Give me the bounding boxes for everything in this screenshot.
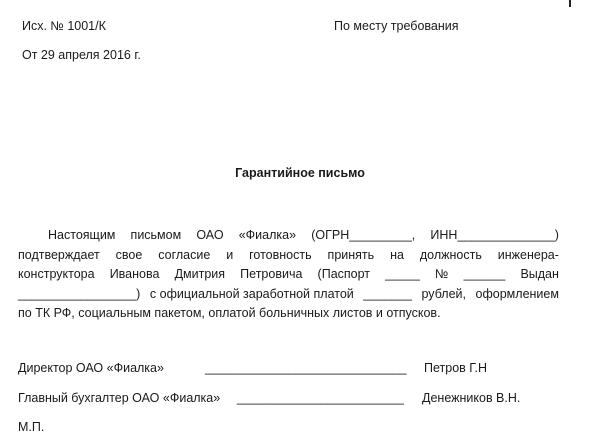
word: согласие [158,247,211,262]
word: письмом [130,228,182,242]
body-line-2 [18,246,559,266]
letter-body [18,226,559,324]
word: Петровича [240,267,303,281]
body-line-1 [18,226,559,246]
signatory-position: Директор ОАО «Фиалка» [18,361,164,375]
text: по ТК РФ, социальным пакетом, оплатой больничных листов и отпусков. [18,306,441,320]
word: оформлением [475,286,559,301]
company-name: «Фиалка» [238,228,297,242]
salary-blank: _______ [363,286,412,301]
signature-line: ________________________ [237,391,404,405]
body-line-3 [18,265,559,285]
ogrn-blank: (ОГРН_________, [311,228,416,242]
word: на [390,247,404,262]
document-title: Гарантийное письмо [235,166,365,180]
word: (Паспорт [317,267,371,281]
word: инженера- [497,247,559,262]
body-line-5 [18,304,559,324]
word: Иванова [109,267,160,281]
signatory-name: Денежников В.Н. [422,391,521,405]
word: Настоящим [48,228,116,242]
word: ОАО [196,228,224,242]
text-cursor-mark [569,0,571,7]
passport-series-blank: _____ [385,267,420,281]
word: Дмитрия [174,267,226,281]
word: готовность [249,247,312,262]
inn-blank: ИНН______________) [430,228,559,242]
word: рублей, [421,286,467,301]
body-line-4 [18,285,559,305]
word: и [226,247,234,262]
word: конструктора [18,267,95,281]
word: № [435,267,449,281]
outgoing-reference: Исх. № 1001/К [22,19,106,33]
passport-number-blank: ______ [463,267,506,281]
word: Выдан [520,267,559,281]
word: подтверждает [18,247,100,262]
signature-line: _____________________________ [205,361,407,375]
signatory-position: Главный бухгалтер ОАО «Фиалка» [18,391,221,405]
word: свое [115,247,143,262]
addressee: По месту требования [334,19,459,33]
stamp-place: М.П. [18,420,45,434]
word: принять [327,247,375,262]
issued-by-blank: _________________) [18,286,141,301]
word: должность [419,247,482,262]
signatory-name: Петров Г.Н [424,361,488,375]
letter-date: От 29 апреля 2016 г. [22,48,141,62]
text: с официальной заработной платой [149,286,354,301]
